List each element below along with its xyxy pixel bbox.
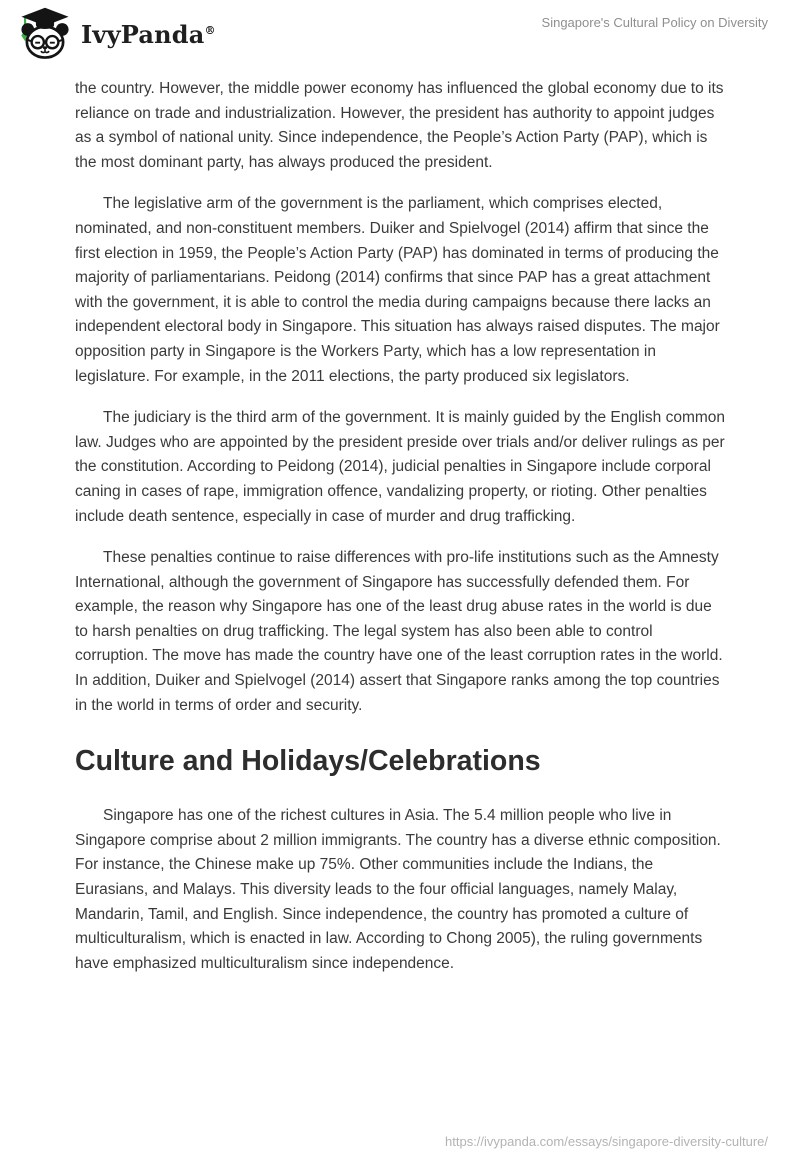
section-heading: Culture and Holidays/Celebrations [75,745,541,778]
page-header [0,0,800,72]
paragraph: the country. However, the middle power economy has influenced the global economy due to its reliance on trade and industrialization. However, the president has authority to appoint judges as a symbol of national unity. Since independence, the People’s Action Party (PAP), which is the most dominant party, has always produced the president. [75,80,724,171]
essay-body [75,77,725,993]
paragraph: The legislative arm of the government is the parliament, which comprises elected, nominated, and non-constituent members. Duiker and Spielvogel (2014) affirm that since the first election in 1959, the People’s Action Party (PAP) has dominated in terms of producing the majority of parliamentarians. Peidong (2014) confirms that since PAP has a great attachment with the government, it is able to control the media during campaigns because there lacks an independent electoral body in Singapore. This situation has always raised disputes. The major opposition party in Singapore is the Workers Party, which has a low representation in legislature. For example, in the 2011 elections, the party produced six legislators. [75,195,720,385]
panda-nose [43,46,47,49]
registered-trademark: ® [204,23,216,37]
source-url-link[interactable]: https://ivypanda.com/essays/singapore-diversity-culture/ [445,1134,768,1149]
brand-text: IvyPanda [81,19,205,49]
ivypanda-logo [16,5,216,63]
paragraph: The judiciary is the third arm of the government. It is mainly guided by the English common law. Judges who are appointed by the president preside over trials and/or deliver rulings as per the constitution. According to Peidong (2014), judicial penalties in Singapore include corporal caning in cases of rape, immigration offence, vandalizing property, or rioting. Other penalties include death sentence, especially in case of murder and drug trafficking. [75,409,726,525]
panda-graduate-icon [16,5,74,63]
brand-name [81,20,216,49]
paragraph: These penalties continue to raise differences with pro-life institutions such as the Amnesty International, although the government of Singapore has successfully defended them. For example, the reason why Singapore has one of the least drug abuse rates in the world is due to harsh penalties on drug trafficking. The legal system has also been able to control corruption. The move has made the country have one of the least corruption rates in the world. In addition, Duiker and Spielvogel (2014) assert that Singapore ranks among the top countries in the world in terms of order and security. [75,549,723,714]
cap-board [21,8,68,26]
paragraph: Singapore has one of the richest cultures in Asia. The 5.4 million people who live in Singapore comprise about 2 million immigrants. The country has a diverse ethnic composition. For instance, the Chinese make up 75%. Other communities include the Indians, the Eurasians, and Malays. This diversity leads to the four official languages, namely Malay, Mandarin, Tamil, and English. Since independence, the country has promoted a culture of multiculturalism, which is enacted in law. According to Chong 2005), the ruling governments have emphasized multiculturalism since independence. [75,807,721,972]
document-title: Singapore's Cultural Policy on Diversity [541,15,768,30]
